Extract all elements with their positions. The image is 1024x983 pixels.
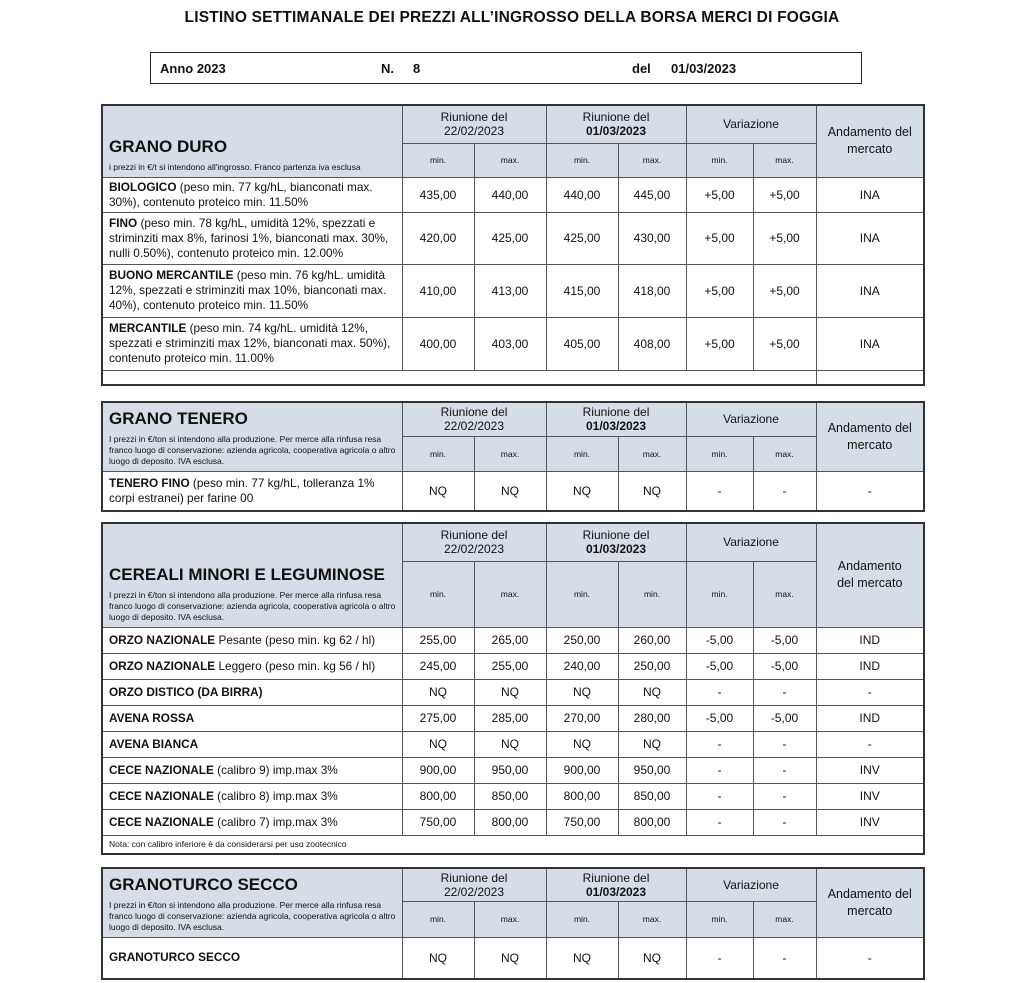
variation-max: - (753, 679, 816, 705)
prev-max-price: NQ (474, 472, 546, 511)
section-header-cell (102, 523, 402, 627)
table-row (102, 317, 924, 370)
product-name: BUONO MERCANTILE (109, 268, 234, 282)
product-name-cell (102, 653, 402, 679)
prev-min-price: NQ (402, 679, 474, 705)
table-row (102, 731, 924, 757)
curr-meeting-header: Riunione del 01/03/2023 (546, 105, 686, 143)
variation-max: +5,00 (753, 264, 816, 317)
product-name-cell (102, 177, 402, 212)
table-row (102, 472, 924, 511)
market-trend: - (816, 938, 924, 979)
spacer-cell (102, 370, 816, 385)
variation-max: -5,00 (753, 705, 816, 731)
section-subtitle: i prezzi in €/t si intendono all'ingrosso. Franco partenza iva esclusa (109, 161, 361, 172)
market-trend: INV (816, 783, 924, 809)
product-name: AVENA BIANCA (109, 736, 199, 751)
variation-header: Variazione (686, 105, 816, 143)
prev-min-price: 420,00 (402, 212, 474, 264)
table-row (102, 264, 924, 317)
min-header: min. (686, 436, 753, 471)
product-description: (peso min. 78 kg/hL, umidità 12%, spezzati e striminziti max 8%, farinosi 1%, bianconati max. 30%, nulli 0.50%), contenuto proteico min. 12.00% (109, 215, 389, 260)
product-name-cell (102, 938, 402, 979)
section-subtitle: I prezzi in €/ton si intendono alla produzione. Per merce alla rinfusa resa franco luogo di conservazione: azienda agricola, cooperativa agricola o altro luogo di deposito. IVA esclusa. (109, 900, 396, 932)
table-row (102, 212, 924, 264)
product-name: FINO (109, 215, 138, 230)
prev-min-price: 750,00 (402, 809, 474, 835)
section-title: GRANO TENERO (109, 409, 248, 428)
variation-max: - (753, 809, 816, 835)
prev-max-price: 425,00 (474, 212, 546, 264)
min-header: min. (686, 143, 753, 177)
product-name-cell (102, 731, 402, 757)
table-row (102, 705, 924, 731)
product-description: (calibro 7) imp.max 3% (213, 814, 338, 829)
min-header: min. (402, 561, 474, 627)
product-description: (calibro 9) imp.max 3% (213, 762, 338, 777)
curr-max-price: NQ (618, 679, 686, 705)
prev-max-price: 255,00 (474, 653, 546, 679)
table-row (102, 783, 924, 809)
curr-max-price: 260,00 (618, 627, 686, 653)
curr-min-price: NQ (546, 731, 618, 757)
product-name: ORZO NAZIONALE (109, 658, 216, 673)
product-name: CECE NAZIONALE (109, 762, 214, 777)
market-trend-header: Andamento del mercato (816, 105, 924, 177)
section-header-cell (102, 402, 402, 472)
market-trend-header: Andamento del mercato (816, 523, 924, 627)
max-header: max. (618, 436, 686, 471)
variation-min: +5,00 (686, 317, 753, 370)
product-name-cell (102, 472, 402, 511)
min-header: min. (686, 901, 753, 937)
prev-max-price: 850,00 (474, 783, 546, 809)
curr-min-price: 750,00 (546, 809, 618, 835)
date-label: del (632, 61, 651, 76)
min-header: min. (546, 561, 618, 627)
curr-max-price: 408,00 (618, 317, 686, 370)
max-header: max. (474, 143, 546, 177)
max-header: max. (474, 901, 546, 937)
table-row (102, 679, 924, 705)
min-header: min. (546, 143, 618, 177)
variation-min: - (686, 679, 753, 705)
variation-min: +5,00 (686, 212, 753, 264)
curr-min-price: 425,00 (546, 212, 618, 264)
curr-meeting-header: Riunione del 01/03/2023 (546, 402, 686, 436)
curr-max-price: 430,00 (618, 212, 686, 264)
product-name-cell (102, 264, 402, 317)
variation-min: - (686, 938, 753, 979)
min-header: min. (686, 561, 753, 627)
number-value: 8 (413, 61, 421, 76)
table-row (102, 757, 924, 783)
product-name: CECE NAZIONALE (109, 814, 214, 829)
section-subtitle: I prezzi in €/ton si intendono alla produzione. Per merce alla rinfusa resa franco luogo di conservazione: azienda agricola, cooperativa agricola o altro luogo di deposito. IVA esclusa. (109, 589, 396, 622)
curr-min-price: 250,00 (546, 627, 618, 653)
curr-max-price: NQ (618, 472, 686, 511)
market-trend: INA (816, 317, 924, 370)
prev-min-price: 410,00 (402, 264, 474, 317)
market-trend: IND (816, 653, 924, 679)
curr-max-price: 445,00 (618, 177, 686, 212)
variation-min: -5,00 (686, 705, 753, 731)
prev-max-price: NQ (474, 679, 546, 705)
prev-max-price: 285,00 (474, 705, 546, 731)
product-name: CECE NAZIONALE (109, 788, 214, 803)
curr-max-price: 418,00 (618, 264, 686, 317)
product-description: (peso min. 77 kg/hL, bianconati max. 30%), contenuto proteico min. 11.50% (109, 179, 373, 209)
min-header: min. (618, 561, 686, 627)
prev-meeting-header: Riunione del 22/02/2023 (402, 105, 546, 143)
max-header: max. (753, 436, 816, 471)
curr-min-price: NQ (546, 938, 618, 979)
product-name: ORZO DISTICO (DA BIRRA) (109, 684, 263, 699)
market-trend-header: Andamento del mercato (816, 402, 924, 472)
min-header: min. (402, 143, 474, 177)
product-name: GRANOTURCO SECCO (109, 950, 241, 965)
prev-min-price: 400,00 (402, 317, 474, 370)
curr-min-price: 900,00 (546, 757, 618, 783)
bulletin-date: 01/03/2023 (671, 61, 737, 76)
prev-max-price: NQ (474, 731, 546, 757)
variation-max: +5,00 (753, 212, 816, 264)
variation-max: - (753, 472, 816, 511)
spacer-cell (816, 370, 924, 385)
curr-min-price: NQ (546, 472, 618, 511)
product-name-cell (102, 679, 402, 705)
curr-min-price: 240,00 (546, 653, 618, 679)
market-trend: INV (816, 809, 924, 835)
section-header-cell (102, 868, 402, 938)
curr-max-price: 280,00 (618, 705, 686, 731)
curr-max-price: 250,00 (618, 653, 686, 679)
variation-max: - (753, 783, 816, 809)
max-header: max. (753, 143, 816, 177)
curr-min-price: 270,00 (546, 705, 618, 731)
table-row (102, 653, 924, 679)
product-description: (peso min. 74 kg/hL. umidità 12%, spezzati e striminziti max 12%, bianconati max. 50%), contenuto proteico min. 11.00% (109, 321, 391, 365)
variation-header: Variazione (686, 523, 816, 561)
market-trend: INA (816, 177, 924, 212)
table-row (102, 938, 924, 979)
section-subtitle: I prezzi in €/ton si intendono alla produzione. Per merce alla rinfusa resa franco luogo di conservazione: azienda agricola, cooperativa agricola o altro luogo di deposito. IVA esclusa. (109, 434, 396, 466)
variation-min: - (686, 783, 753, 809)
curr-max-price: 950,00 (618, 757, 686, 783)
prev-max-price: 440,00 (474, 177, 546, 212)
prev-max-price: 413,00 (474, 264, 546, 317)
curr-max-price: 800,00 (618, 809, 686, 835)
variation-header: Variazione (686, 868, 816, 901)
product-name-cell (102, 212, 402, 264)
min-header: min. (402, 901, 474, 937)
prev-min-price: 900,00 (402, 757, 474, 783)
grano-tenero-table (101, 401, 925, 512)
product-name-cell (102, 757, 402, 783)
market-trend: IND (816, 627, 924, 653)
footnote: Nota: con calibro inferiore è da considerarsi per uso zootecnico (102, 835, 924, 854)
max-header: max. (618, 143, 686, 177)
product-name: BIOLOGICO (109, 179, 177, 194)
curr-max-price: 850,00 (618, 783, 686, 809)
cereali-minori-table (101, 522, 925, 855)
min-header: min. (402, 436, 474, 471)
variation-max: - (753, 938, 816, 979)
table-row (102, 809, 924, 835)
max-header: max. (474, 436, 546, 471)
product-description: (calibro 8) imp.max 3% (213, 788, 338, 803)
prev-meeting-header: Riunione del 22/02/2023 (402, 868, 546, 901)
prev-min-price: 245,00 (402, 653, 474, 679)
table-row (102, 627, 924, 653)
bulletin-header (150, 52, 862, 84)
variation-min: - (686, 809, 753, 835)
product-name-cell (102, 627, 402, 653)
number-label: N. (381, 61, 394, 76)
prev-min-price: 435,00 (402, 177, 474, 212)
prev-meeting-header: Riunione del 22/02/2023 (402, 523, 546, 561)
curr-max-price: NQ (618, 938, 686, 979)
product-name: MERCANTILE (109, 321, 187, 335)
page-title: LISTINO SETTIMANALE DEI PREZZI ALL’INGROSSO DELLA BORSA MERCI DI FOGGIA (184, 9, 840, 26)
curr-meeting-header: Riunione del 01/03/2023 (546, 523, 686, 561)
grano-duro-table (101, 104, 925, 386)
variation-min: -5,00 (686, 653, 753, 679)
product-name: AVENA ROSSA (109, 710, 195, 725)
prev-max-price: 800,00 (474, 809, 546, 835)
max-header: max. (618, 901, 686, 937)
section-title: GRANOTURCO SECCO (109, 875, 298, 894)
min-header: min. (546, 901, 618, 937)
prev-max-price: NQ (474, 938, 546, 979)
prev-min-price: NQ (402, 731, 474, 757)
market-trend: INV (816, 757, 924, 783)
section-header-cell (102, 105, 402, 177)
prev-min-price: 800,00 (402, 783, 474, 809)
max-header: max. (753, 561, 816, 627)
market-trend: - (816, 472, 924, 511)
curr-min-price: 800,00 (546, 783, 618, 809)
granoturco-table (101, 867, 925, 980)
prev-min-price: 275,00 (402, 705, 474, 731)
prev-min-price: NQ (402, 938, 474, 979)
market-trend: INA (816, 264, 924, 317)
market-trend-header: Andamento del mercato (816, 868, 924, 938)
prev-min-price: 255,00 (402, 627, 474, 653)
curr-min-price: 440,00 (546, 177, 618, 212)
product-name-cell (102, 809, 402, 835)
curr-min-price: NQ (546, 679, 618, 705)
product-description: (peso min. 76 kg/hL. umidità 12%, spezzati e striminziti max 10%, bianconati max. 40%), contenuto proteico min. 11.50% (109, 268, 387, 312)
variation-max: - (753, 757, 816, 783)
variation-header: Variazione (686, 402, 816, 436)
variation-max: -5,00 (753, 627, 816, 653)
curr-max-price: NQ (618, 731, 686, 757)
variation-min: +5,00 (686, 264, 753, 317)
prev-meeting-header: Riunione del 22/02/2023 (402, 402, 546, 436)
variation-min: - (686, 472, 753, 511)
year-label: Anno 2023 (160, 61, 226, 76)
variation-max: -5,00 (753, 653, 816, 679)
market-trend: - (816, 679, 924, 705)
variation-max: +5,00 (753, 177, 816, 212)
product-name-cell (102, 783, 402, 809)
max-header: max. (474, 561, 546, 627)
product-name: TENERO FINO (109, 475, 190, 490)
market-trend: INA (816, 212, 924, 264)
curr-min-price: 415,00 (546, 264, 618, 317)
min-header: min. (546, 436, 618, 471)
prev-max-price: 950,00 (474, 757, 546, 783)
variation-max: +5,00 (753, 317, 816, 370)
curr-meeting-header: Riunione del 01/03/2023 (546, 868, 686, 901)
prev-min-price: NQ (402, 472, 474, 511)
product-description: Leggero (peso min. kg 56 / hl) (215, 658, 376, 673)
variation-min: +5,00 (686, 177, 753, 212)
curr-min-price: 405,00 (546, 317, 618, 370)
variation-min: - (686, 731, 753, 757)
market-trend: IND (816, 705, 924, 731)
variation-max: - (753, 731, 816, 757)
product-name-cell (102, 705, 402, 731)
prev-max-price: 403,00 (474, 317, 546, 370)
product-description: (peso min. 77 kg/hL, tolleranza 1% corpi estranei) per farine 00 (109, 475, 375, 505)
max-header: max. (753, 901, 816, 937)
section-title: GRANO DURO (109, 136, 228, 156)
prev-max-price: 265,00 (474, 627, 546, 653)
variation-min: -5,00 (686, 627, 753, 653)
section-title: CEREALI MINORI E LEGUMINOSE (109, 564, 385, 584)
product-name-cell (102, 317, 402, 370)
variation-min: - (686, 757, 753, 783)
product-name: ORZO NAZIONALE (109, 632, 216, 647)
market-trend: - (816, 731, 924, 757)
table-row (102, 177, 924, 212)
product-description: Pesante (peso min. kg 62 / hl) (215, 632, 376, 647)
